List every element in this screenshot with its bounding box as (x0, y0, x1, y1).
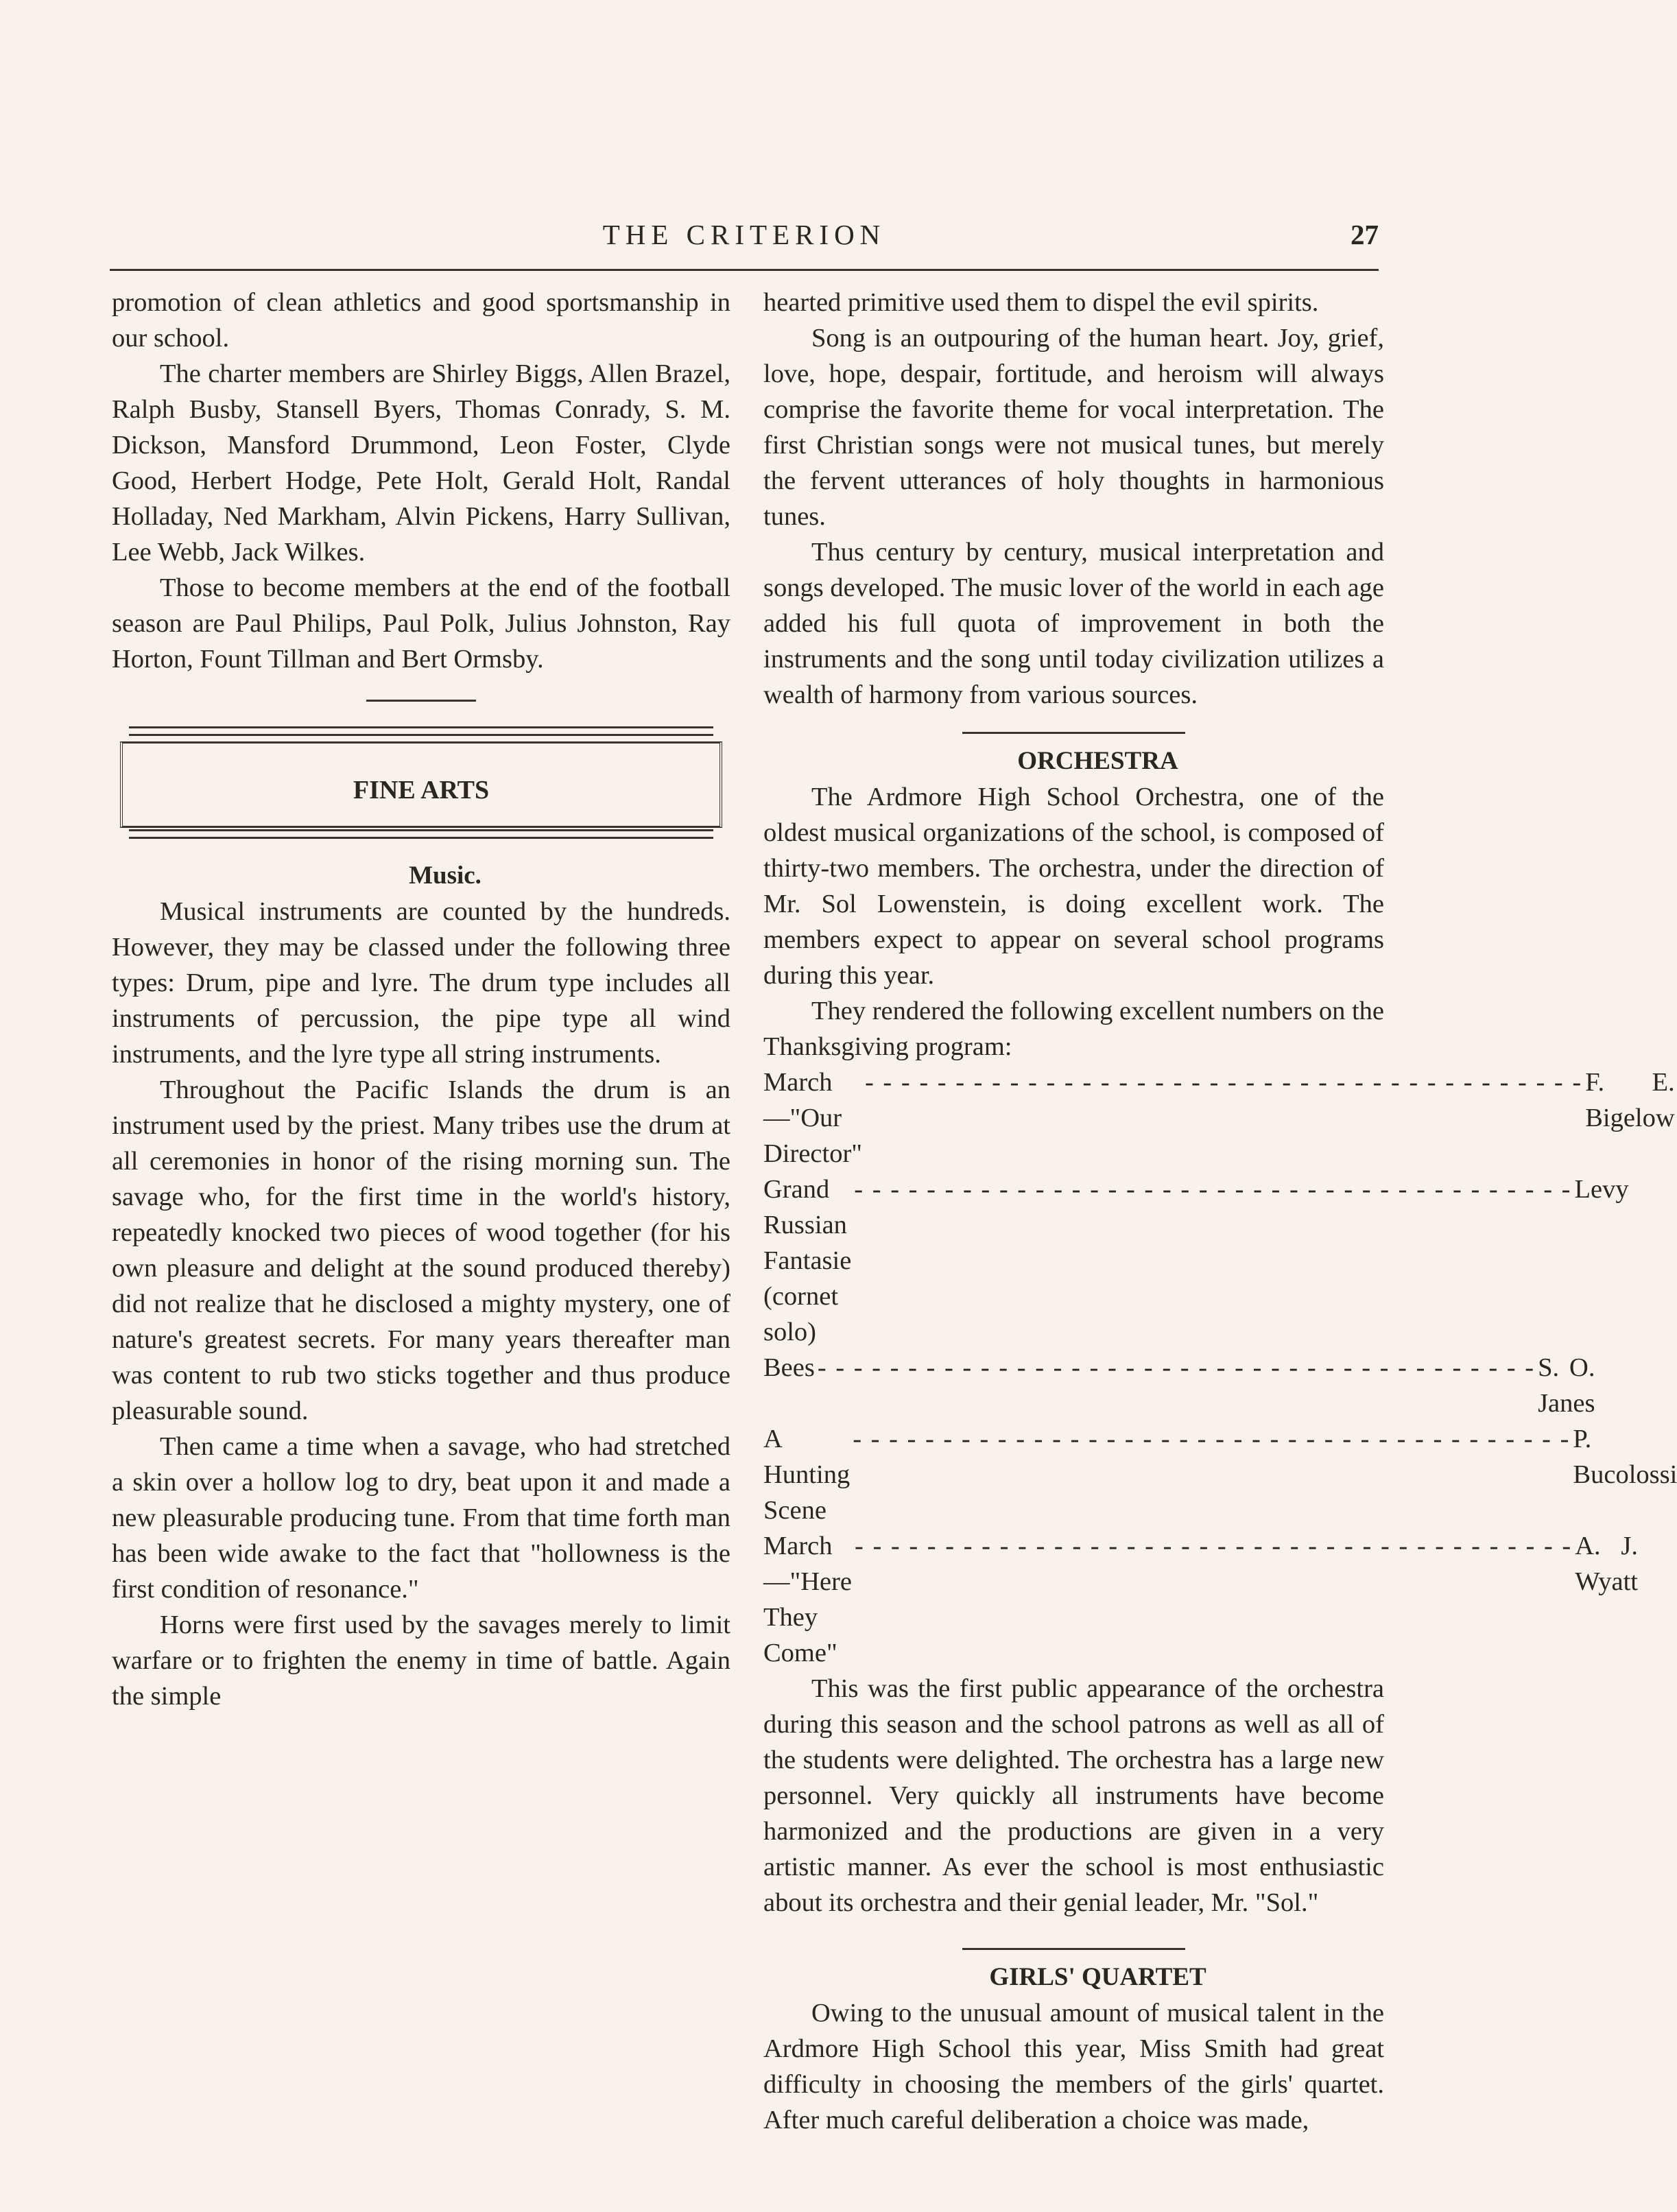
program-item (763, 1172, 1629, 1350)
piece-title: March—"Here They Come" (763, 1532, 853, 1667)
composer: Levy (1574, 1175, 1629, 1204)
page-number: 27 (1351, 219, 1379, 250)
section-divider (962, 732, 1185, 734)
paragraph: Owing to the unusual amount of musical talent in the Ardmore High School this year, Miss Smith had great difficulty in choosing the members of the girls' quartet. After much careful deliberation a choice was made, (763, 1999, 1384, 2134)
box-border (129, 829, 713, 839)
paragraph: Throughout the Pacific Islands the drum is an instrument used by the priest. Many tribes use the drum at all ceremonies in honor of the rising morning sun. The savage who, for the first time in the world's history, repeatedly knocked two pieces of wood together (for his own pleasure and delight at the sound produced thereby) did not realize that he disclosed a mighty mystery, one of nature's greatest secrets. For many years thereafter man was content to rub two sticks together and thus produce pleasurable sound. (112, 1075, 730, 1425)
paragraph: This was the first public appearance of the orchestra during this season and the school patrons as well as all of the students were delighted. The orchestra has a large new personnel. Very quickly all instruments have become harmonized and the productions are given in a very artistic manner. As ever the school is most enthusiastic about its orchestra and their genial leader, Mr. "Sol." (763, 1674, 1384, 1917)
composer: F. E. Bigelow (1585, 1068, 1675, 1132)
composer: S. O. Janes (1538, 1353, 1595, 1418)
piece-title: A Hunting Scene (763, 1425, 851, 1525)
program-item (763, 1350, 1595, 1421)
paragraph: The charter members are Shirley Biggs, Allen Brazel, Ralph Busby, Stansell Byers, Thomas Conrady, S. M. Dickson, Mansford Drummond, Leon Foster, Clyde Good, Herbert Hodge, Pete Holt, Gerald Holt, Randal Holladay, Ned Markham, Alvin Pickens, Harry Sullivan, Lee Webb, Jack Wilkes. (112, 359, 730, 567)
paragraph: promotion of clean athletics and good sportsmanship in our school. (112, 288, 730, 353)
fine-arts-heading-box (112, 726, 730, 850)
box-border (129, 726, 713, 736)
composer: A. J. Wyatt (1575, 1532, 1638, 1596)
piece-title: March—"Our Director" (763, 1068, 862, 1168)
box-frame (120, 741, 722, 828)
paragraph: Horns were first used by the savages merely to limit warfare or to frighten the enemy in time of battle. Again the simple (112, 1610, 730, 1711)
section-heading: ORCHESTRA (1017, 747, 1178, 775)
leader-dashes: - - - - - - - - - - - - - - - - - - - - - - - - - - - - - - - - - - - - - - - - (817, 1353, 1536, 1382)
section-heading: GIRLS' QUARTET (989, 1963, 1206, 1991)
paragraph: They rendered the following excellent numbers on the Thanksgiving program: (763, 997, 1384, 1061)
paragraph: Thus century by century, musical interpretation and songs developed. The music lover of the world in each age added his full quota of improvement in both the instruments and the song until today civilization utilizes a wealth of harmony from various sources. (763, 538, 1384, 709)
piece-title: Bees (763, 1353, 815, 1382)
paragraph: Musical instruments are counted by the hundreds. However, they may be classed under the following three types: Drum, pipe and lyre. The drum type includes all instruments of percussion, the pipe type all wind instruments, and the lyre type all string instruments. (112, 897, 730, 1069)
program-list (763, 1065, 1677, 1671)
header-rule (110, 269, 1379, 271)
piece-title: Grand Russian Fantasie (cornet solo) (763, 1175, 852, 1346)
program-item (763, 1065, 1675, 1172)
left-column (112, 285, 730, 1714)
program-item (763, 1528, 1638, 1671)
section-divider (962, 1948, 1185, 1950)
subsection-heading: Music. (409, 861, 481, 890)
right-column (763, 285, 1677, 2138)
paragraph: The Ardmore High School Orchestra, one of the oldest musical organizations of the school, is composed of thirty-two members. The orchestra, under the direction of Mr. Sol Lowenstein, is doing excellent work. The members expect to appear on several school programs during this year. (763, 783, 1384, 990)
leader-dashes: - - - - - - - - - - - - - - - - - - - - - - - - - - - - - - - - - - - - - - - - (854, 1175, 1572, 1204)
running-title: THE CRITERION (602, 219, 886, 250)
paragraph: hearted primitive used them to dispel the evil spirits. (763, 288, 1319, 317)
paragraph: Then came a time when a savage, who had stretched a skin over a hollow log to dry, beat upon it and made a new pleasurable producing tune. From that time forth man has been wide awake to the fact that "hollowness is the first condition of resonance." (112, 1432, 730, 1604)
leader-dashes: - - - - - - - - - - - - - - - - - - - - - - - - - - - - - - - - - - - - - - - - (853, 1425, 1571, 1453)
leader-dashes: - - - - - - - - - - - - - - - - - - - - - - - - - - - - - - - - - - - - - - - - (864, 1068, 1583, 1097)
paragraph: Song is an outpouring of the human heart. Joy, grief, love, hope, despair, fortitude, and heroism will always comprise the favorite theme for vocal interpretation. The first Christian songs were not musical tunes, but merely the fervent utterances of holy thoughts in harmonious tunes. (763, 324, 1384, 531)
section-heading: FINE ARTS (353, 776, 490, 805)
composer: P. Bucolossi (1573, 1425, 1677, 1489)
page-header (110, 218, 1379, 259)
program-item (763, 1421, 1677, 1528)
paragraph: Those to become members at the end of the football season are Paul Philips, Paul Polk, Julius Johnston, Ray Horton, Fount Tillman and Bert Ormsby. (112, 573, 730, 674)
leader-dashes: - - - - - - - - - - - - - - - - - - - - - - - - - - - - - - - - - - - - - - - - (855, 1532, 1573, 1560)
section-divider (366, 700, 476, 702)
